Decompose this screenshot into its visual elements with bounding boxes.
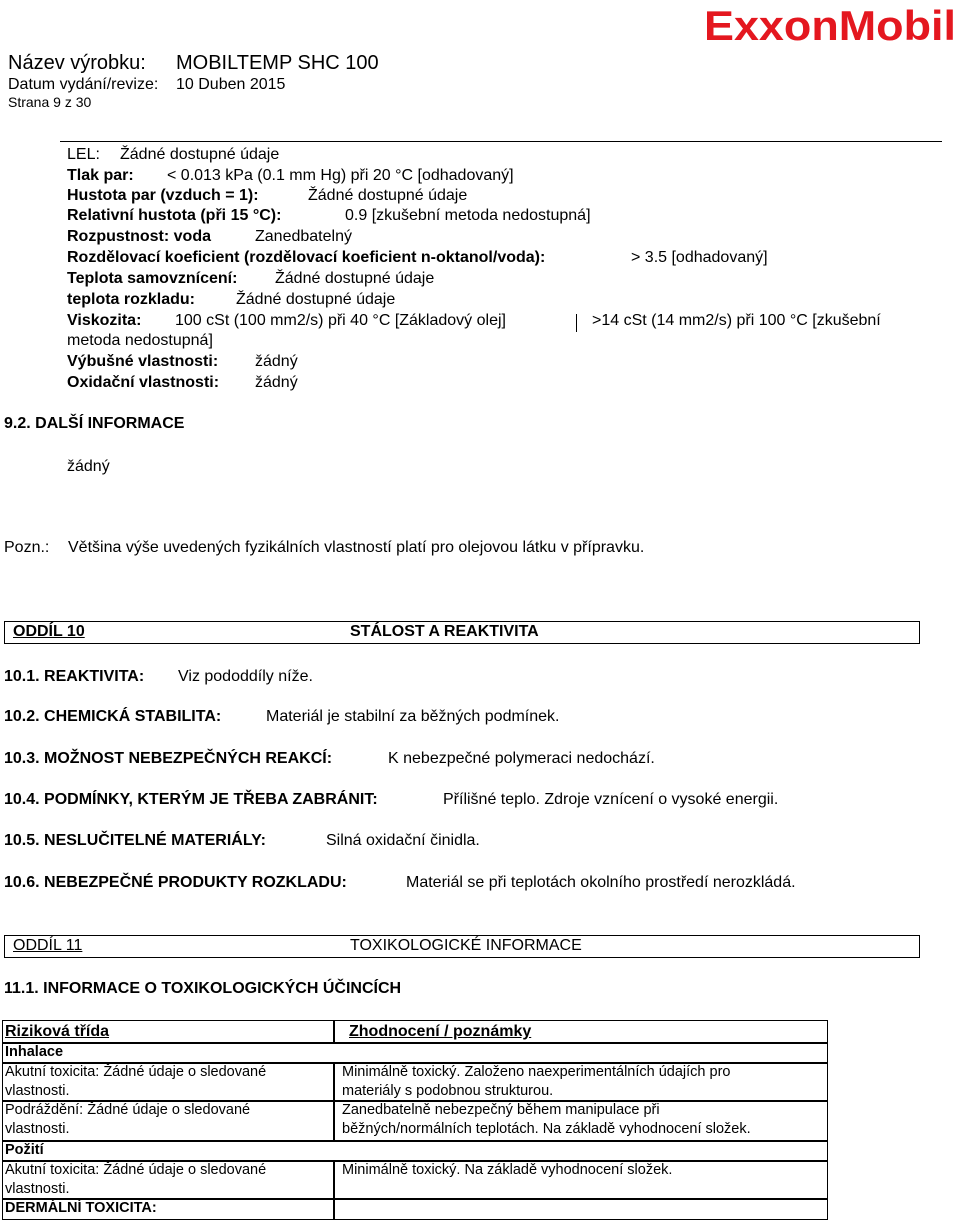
hazardous-reactions-item: 10.3. MOŽNOST NEBEZPEČNÝCH REAKCÍ: K nebezpečné polymeraci nedochází. [4, 750, 655, 767]
note-label: Pozn.: [4, 539, 50, 556]
row-cell: vlastnosti. [5, 1181, 70, 1197]
product-name-value: MOBILTEMP SHC 100 [176, 52, 379, 74]
prop-vapor-pressure: Tlak par: < 0.013 kPa (0.1 mm Hg) při 20 °C [odhadovaný] [67, 167, 514, 184]
table-row [333, 1198, 828, 1220]
table-row [2, 1042, 828, 1064]
section-10-number: ODDÍL 10 [13, 623, 85, 640]
row-cell: Minimálně toxický. Na základě vyhodnocení složek. [342, 1162, 673, 1178]
row-cell: Zanedbatelně nebezpečný během manipulace při [342, 1102, 660, 1118]
page-number: Strana 9 z 30 [8, 94, 92, 110]
prop-lel: LEL: Žádné dostupné údaje [67, 146, 280, 163]
revision-date-line [8, 76, 286, 94]
decomposition-products-item: 10.6. NEBEZPEČNÉ PRODUKTY ROZKLADU: Materiál se při teplotách okolního prostředí nerozkládá. [4, 874, 796, 891]
row-cell: Akutní toxicita: Žádné údaje o sledované [5, 1162, 267, 1178]
exxonmobil-logo [702, 0, 960, 56]
viscosity-separator [576, 314, 577, 332]
col-risk-class-header: Riziková třída [5, 1023, 110, 1040]
reactivity-item: 10.1. REAKTIVITA: Viz pododdíly níže. [4, 668, 313, 685]
section-11-1-title: 11.1. INFORMACE O TOXIKOLOGICKÝCH ÚČINCÍCH [4, 980, 402, 997]
product-name-label: Název výrobku: [8, 52, 146, 74]
prop-solubility: Rozpustnost: voda Zanedbatelný [67, 228, 352, 245]
section-9-2-title: 9.2. DALŠÍ INFORMACE [4, 415, 185, 432]
row-cell: Minimálně toxický. Založeno naexperimentálních údajích pro [342, 1064, 731, 1080]
product-name-line [8, 52, 379, 75]
prop-viscosity: Viskozita: 100 cSt (100 mm2/s) při 40 °C [Základový olej] >14 cSt (14 mm2/s) při 100 °C [zkušební [67, 312, 141, 330]
prop-autoignition: Teplota samovznícení: Žádné dostupné údaje [67, 270, 435, 287]
row-inhalation: Inhalace [5, 1044, 64, 1060]
row-cell: materiály s podobnou strukturou. [342, 1083, 554, 1099]
prop-partition-coefficient: Rozdělovací koeficient (rozdělovací koeficient n-oktanol/voda): > 3.5 [odhadovaný] [67, 249, 768, 266]
row-dermal-toxicity: DERMÁLNÍ TOXICITA: [5, 1200, 157, 1216]
row-cell: Podráždění: Žádné údaje o sledované [5, 1102, 251, 1118]
incompatible-materials-item: 10.5. NESLUČITELNÉ MATERIÁLY: Silná oxidační činidla. [4, 832, 480, 849]
note-text: Většina výše uvedených fyzikálních vlastností platí pro olejovou látku v přípravku. [68, 539, 645, 556]
section-11-header [4, 935, 920, 958]
prop-vapor-density: Hustota par (vzduch = 1): Žádné dostupné údaje [67, 187, 468, 204]
row-cell: vlastnosti. [5, 1083, 70, 1099]
section-11-number: ODDÍL 11 [13, 937, 83, 954]
section-11-title: TOXIKOLOGICKÉ INFORMACE [350, 937, 582, 954]
header-divider [60, 141, 942, 142]
row-cell: běžných/normálních teplotách. Na základě vyhodnocení složek. [342, 1121, 751, 1137]
row-cell: vlastnosti. [5, 1121, 70, 1137]
svg-text:ExxonMobil: ExxonMobil [704, 2, 956, 49]
revision-date-label: Datum vydání/revize: [8, 76, 159, 93]
prop-relative-density: Relativní hustota (při 15 °C): 0.9 [zkušební metoda nedostupná] [67, 207, 591, 224]
table-row [2, 1140, 828, 1162]
prop-viscosity-cont: metoda nedostupná] [67, 332, 213, 349]
conditions-to-avoid-item: 10.4. PODMÍNKY, KTERÝM JE TŘEBA ZABRÁNIT: Přílišné teplo. Zdroje vznícení o vysoké energii. [4, 791, 779, 808]
chemical-stability-item: 10.2. CHEMICKÁ STABILITA: Materiál je stabilní za běžných podmínek. [4, 708, 560, 725]
col-assessment-header: Zhodnocení / poznámky [349, 1023, 532, 1040]
prop-oxidizing: Oxidační vlastnosti: žádný [67, 374, 298, 391]
row-cell: Akutní toxicita: Žádné údaje o sledované [5, 1064, 267, 1080]
prop-decomposition: teplota rozkladu: Žádné dostupné údaje [67, 291, 396, 308]
row-ingestion: Požití [5, 1142, 44, 1158]
section-9-2-value: žádný [67, 458, 110, 475]
section-10-header [4, 621, 920, 644]
revision-date-value: 10 Duben 2015 [176, 76, 286, 93]
section-10-title: STÁLOST A REAKTIVITA [350, 623, 539, 640]
note [4, 539, 645, 557]
prop-explosive: Výbušné vlastnosti: žádný [67, 353, 298, 370]
